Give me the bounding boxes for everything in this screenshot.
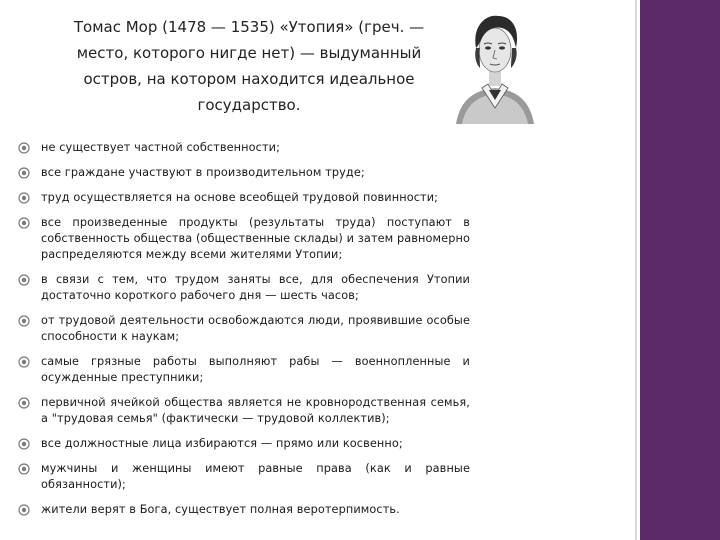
bullet-text: труд осуществляется на основе всеобщей трудовой повинности; bbox=[41, 191, 439, 204]
target-bullet-icon bbox=[18, 217, 30, 229]
sidebar-divider bbox=[635, 0, 637, 540]
target-bullet-icon bbox=[18, 142, 30, 154]
bullet-text: не существует частной собственности; bbox=[41, 141, 281, 154]
target-bullet-icon bbox=[18, 192, 30, 204]
list-item bbox=[18, 502, 470, 518]
list-item bbox=[18, 461, 470, 493]
bullet-text: жители верят в Бога, существует полная веротерпимость. bbox=[41, 503, 400, 516]
slide-title bbox=[64, 14, 434, 118]
target-bullet-icon bbox=[18, 463, 30, 475]
bullet-list bbox=[18, 140, 470, 518]
title-line: Томас Мор (1478 — 1535) «Утопия» (греч. — bbox=[73, 18, 425, 36]
target-bullet-icon bbox=[18, 315, 30, 327]
list-item bbox=[18, 272, 470, 304]
title-line: государство. bbox=[197, 96, 301, 114]
target-bullet-icon bbox=[18, 167, 30, 179]
bullet-text: от трудовой деятельности освобождаются люди, проявившие особые способности к наукам; bbox=[41, 314, 470, 343]
list-item bbox=[18, 165, 470, 181]
target-bullet-icon bbox=[18, 274, 30, 286]
target-bullet-icon bbox=[18, 356, 30, 368]
list-item bbox=[18, 436, 470, 452]
list-item bbox=[18, 354, 470, 386]
list-item bbox=[18, 190, 470, 206]
sidebar-accent-bar bbox=[640, 0, 720, 540]
title-line: остров, на котором находится идеальное bbox=[83, 70, 415, 88]
target-bullet-icon bbox=[18, 504, 30, 516]
target-bullet-icon bbox=[18, 397, 30, 409]
target-bullet-icon bbox=[18, 438, 30, 450]
bullet-text: мужчины и женщины имеют равные права (как и равные обязанности); bbox=[41, 462, 470, 491]
bullet-text: все произведенные продукты (результаты труда) поступают в собственность общества (общественные склады) и затем равномерно распределяются между всеми жителями Утопии; bbox=[41, 216, 470, 261]
bullet-text: первичной ячейкой общества является не кровнородственная семья, а "трудовая семья" (фактически — трудовой коллектив); bbox=[41, 396, 470, 425]
portrait-image bbox=[452, 4, 538, 124]
list-item bbox=[18, 313, 470, 345]
list-item bbox=[18, 140, 470, 156]
bullet-text: все должностные лица избираются — прямо или косвенно; bbox=[41, 437, 403, 450]
list-item bbox=[18, 395, 470, 427]
bullet-text: самые грязные работы выполняют рабы — военнопленные и осужденные преступники; bbox=[41, 355, 470, 384]
title-line: место, которого нигде нет) — выдуманный bbox=[76, 44, 422, 62]
bullet-text: все граждане участвуют в производительном труде; bbox=[41, 166, 365, 179]
bullet-text: в связи с тем, что трудом заняты все, для обеспечения Утопии достаточно короткого рабочего дня — шесть часов; bbox=[41, 273, 470, 302]
list-item bbox=[18, 215, 470, 263]
